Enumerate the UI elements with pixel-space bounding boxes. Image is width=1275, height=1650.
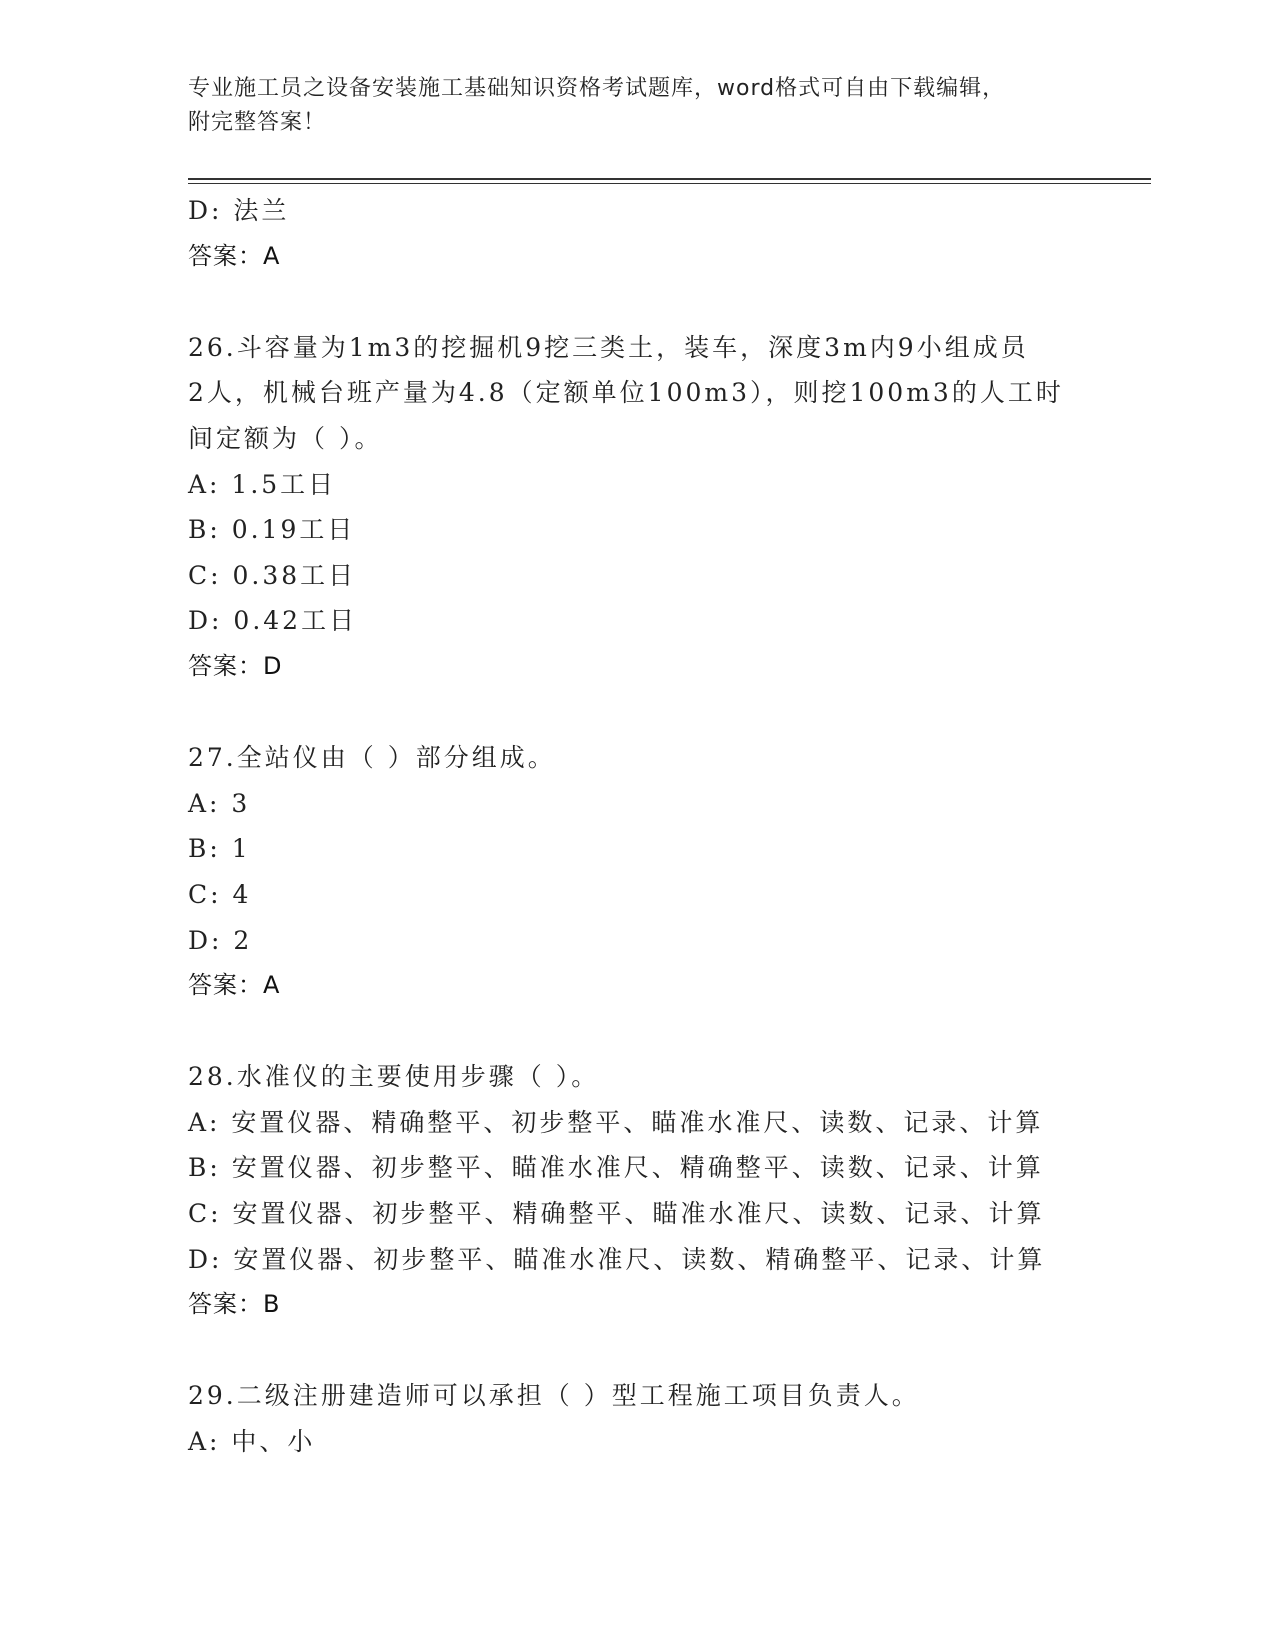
question-25 <box>188 188 1088 279</box>
option-d: D: 安置仪器、初步整平、瞄准水准尺、读数、精确整平、记录、计算 <box>188 1244 1046 1274</box>
option-d: D: 0.42工日 <box>188 606 358 636</box>
option-c: C: 4 <box>188 879 252 909</box>
page-header <box>188 72 1088 140</box>
option-b: B: 1 <box>188 834 251 864</box>
option-a: A: 安置仪器、精确整平、初步整平、瞄准水准尺、读数、记录、计算 <box>188 1107 1044 1137</box>
option-c: C: 安置仪器、初步整平、精确整平、瞄准水准尺、读数、记录、计算 <box>188 1199 1045 1229</box>
option-b: B: 0.19工日 <box>188 515 356 545</box>
question-stem: 间定额为（ ）。 <box>188 423 383 453</box>
option-d: D: 2 <box>188 925 253 955</box>
option-a: A: 3 <box>188 788 251 818</box>
option-a: A: 中、小 <box>188 1427 316 1457</box>
question-stem: 27.全站仪由（ ）部分组成。 <box>188 743 556 773</box>
spacer <box>188 279 1088 325</box>
answer-line: 答案：D <box>188 651 283 680</box>
question-27 <box>188 735 1088 1009</box>
option-c: C: 0.38工日 <box>188 560 357 590</box>
question-26 <box>188 325 1088 690</box>
answer-line: 答案：A <box>188 971 281 1000</box>
option-a: A: 1.5工日 <box>188 469 337 499</box>
answer-line: 答案：A <box>188 241 281 270</box>
question-stem: 29.二级注册建造师可以承担（ ）型工程施工项目负责人。 <box>188 1381 920 1411</box>
question-stem: 26.斗容量为1m3的挖掘机9挖三类土，装车，深度3m内9小组成员 <box>188 332 1029 362</box>
question-stem: 28.水准仪的主要使用步骤（ ）。 <box>188 1062 600 1092</box>
question-stem: 2人，机械台班产量为4.8（定额单位100m3），则挖100m3的人工时 <box>188 378 1064 408</box>
spacer <box>188 1009 1088 1055</box>
question-29 <box>188 1373 1088 1464</box>
header-rule-thick <box>188 178 1151 180</box>
question-28 <box>188 1054 1088 1328</box>
header-line-1: 专业施工员之设备安装施工基础知识资格考试题库，word格式可自由下载编辑， <box>188 76 1006 101</box>
header-line-2: 附完整答案！ <box>188 110 327 135</box>
answer-line: 答案：B <box>188 1290 281 1319</box>
question-list <box>188 188 1088 1465</box>
spacer <box>188 690 1088 736</box>
spacer <box>188 1328 1088 1374</box>
header-rule-thin <box>188 183 1151 184</box>
option-b: B: 安置仪器、初步整平、瞄准水准尺、精确整平、读数、记录、计算 <box>188 1153 1044 1183</box>
option-d: D: 法兰 <box>188 196 290 225</box>
